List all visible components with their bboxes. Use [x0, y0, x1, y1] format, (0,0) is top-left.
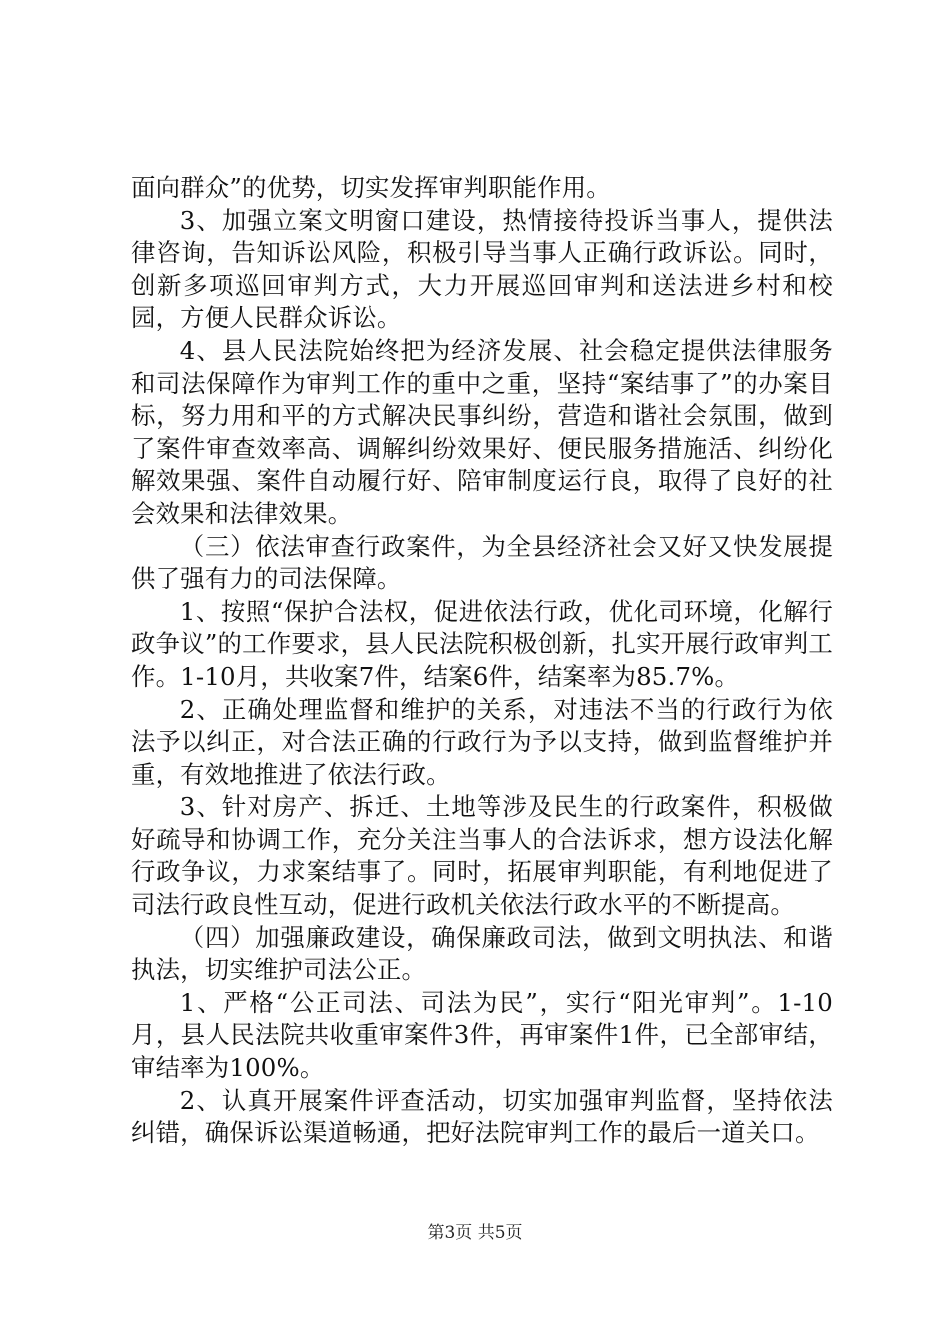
paragraph-2: 3、加强立案文明窗口建设，热情接待投诉当事人，提供法律咨询，告知诉讼风险，积极引导当事人正确行政诉讼。同时，创新多项巡回审判方式，大力开展巡回审判和送法进乡村和校园，方便人民群众诉讼。: [131, 205, 833, 333]
paragraph-6: 2、正确处理监督和维护的关系，对违法不当的行政行为依法予以纠正，对合法正确的行政行为予以支持，做到监督维护并重，有效地推进了依法行政。: [131, 694, 833, 789]
paragraph-1: 面向群众”的优势，切实发挥审判职能作用。: [131, 173, 611, 202]
paragraph-7: 3、针对房产、拆迁、土地等涉及民生的行政案件，积极做好疏导和协调工作，充分关注当事人的合法诉求，想方设法化解行政争议，力求案结事了。同时，拓展审判职能，有利地促进了司法行政良性互动，促进行政机关依法行政水平的不断提高。: [131, 792, 833, 920]
paragraph-5: 1、按照“保护合法权，促进依法行政，优化司环境，化解行政争议”的工作要求，县人民法院积极创新，扎实开展行政审判工作。1-10月，共收案7件，结案6件，结案率为85.7%。: [131, 596, 833, 691]
document-body: [131, 172, 833, 1150]
section-heading-3: （三）依法审查行政案件，为全县经济社会又好又快发展提供了强有力的司法保障。: [131, 531, 833, 594]
page-footer: 第3页 共5页: [427, 1223, 523, 1243]
paragraph-10: 2、认真开展案件评查活动，切实加强审判监督，坚持依法纠错，确保诉讼渠道畅通，把好法院审判工作的最后一道关口。: [131, 1085, 833, 1148]
paragraph-3: 4、县人民法院始终把为经济发展、社会稳定提供法律服务和司法保障作为审判工作的重中之重，坚持“案结事了”的办案目标，努力用和平的方式解决民事纠纷，营造和谐社会氛围，做到了案件审查效率高、调解纠纷效果好、便民服务措施活、纠纷化解效果强、案件自动履行好、陪审制度运行良，取得了良好的社会效果和法律效果。: [131, 335, 833, 528]
section-heading-4: （四）加强廉政建设，确保廉政司法，做到文明执法、和谐执法，切实维护司法公正。: [131, 922, 833, 985]
paragraph-9: 1、严格“公正司法、司法为民”，实行“阳光审判”。1-10月，县人民法院共收重审案件3件，再审案件1件，已全部审结，审结率为100%。: [131, 987, 833, 1083]
